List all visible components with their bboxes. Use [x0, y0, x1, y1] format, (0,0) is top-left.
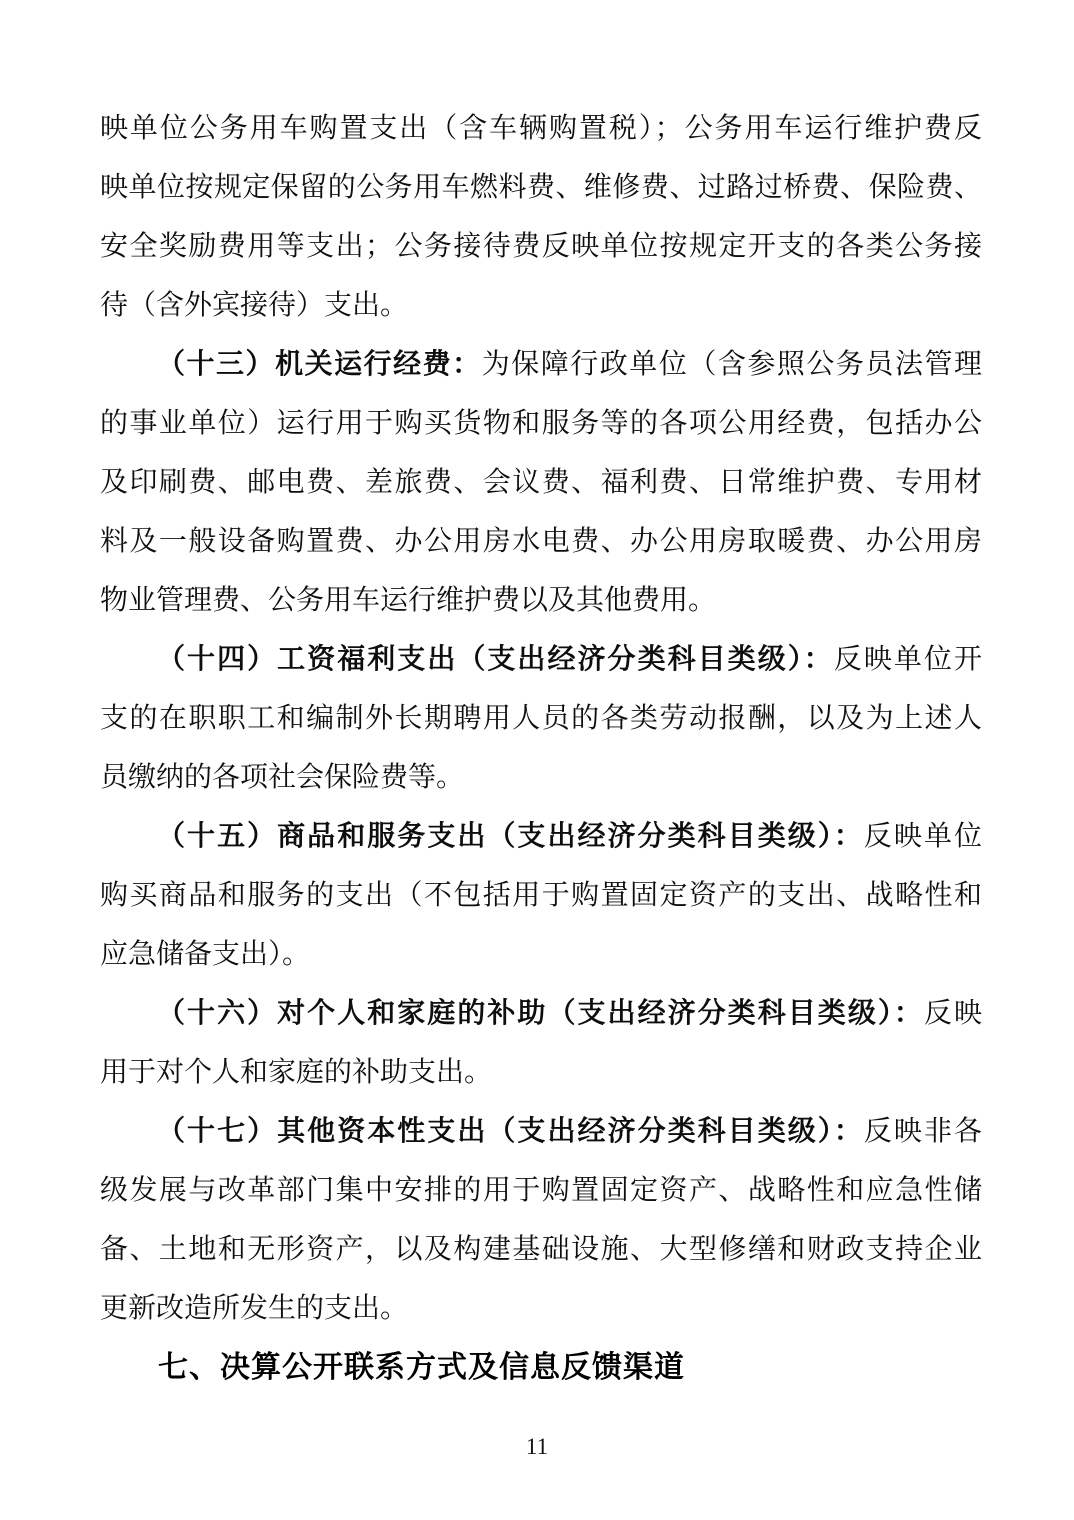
text-run: 的事业单位）运行用于购买货物和服务等的各项公用经费，包括办公 [100, 408, 982, 439]
text-run: 为保障行政单位（含参照公务员法管理 [481, 349, 982, 380]
text-line [100, 866, 982, 925]
text-line [100, 1102, 982, 1161]
paragraph [100, 335, 982, 630]
bold-lead-in: （十七）其他资本性支出（支出经济分类科目类级）： [157, 1116, 864, 1147]
text-line [100, 689, 982, 748]
text-run: 员缴纳的各项社会保险费等。 [100, 762, 465, 793]
text-run: 购买商品和服务的支出（不包括用于购置固定资产的支出、战略性和 [100, 880, 982, 911]
text-line [100, 748, 982, 807]
text-line [100, 925, 982, 984]
bold-lead-in: （十三）机关运行经费： [157, 349, 482, 380]
text-line [100, 217, 982, 276]
bold-lead-in: （十四）工资福利支出（支出经济分类科目类级）： [157, 644, 834, 675]
text-line [100, 1279, 982, 1338]
paragraph [100, 630, 982, 807]
text-line [100, 276, 982, 335]
text-run: 备、土地和无形资产，以及构建基础设施、大型修缮和财政支持企业 [100, 1234, 982, 1265]
text-line [100, 394, 982, 453]
text-line [100, 1043, 982, 1102]
text-line [100, 99, 982, 158]
text-run: 更新改造所发生的支出。 [100, 1293, 409, 1324]
text-line [100, 630, 982, 689]
text-line [100, 453, 982, 512]
text-line [100, 571, 982, 630]
text-line [100, 807, 982, 866]
text-run: 物业管理费、公务用车运行维护费以及其他费用。 [100, 585, 717, 616]
paragraph [100, 1102, 982, 1338]
text-run: 反映非各 [863, 1116, 982, 1147]
text-run: 反映单位 [863, 821, 982, 852]
text-line [100, 1161, 982, 1220]
text-run: 料及一般设备购置费、办公用房水电费、办公用房取暖费、办公用房 [100, 526, 982, 557]
section-heading: 七、决算公开联系方式及信息反馈渠道 [158, 1351, 685, 1384]
page-number: 11 [525, 1434, 549, 1459]
paragraph [100, 99, 982, 335]
bold-lead-in: （十五）商品和服务支出（支出经济分类科目类级）： [157, 821, 864, 852]
paragraphs-container [100, 99, 982, 1338]
text-run: 用于对个人和家庭的补助支出。 [100, 1057, 493, 1088]
text-line [100, 984, 982, 1043]
text-run: 反映 [923, 998, 982, 1029]
text-run: 映单位公务用车购置支出（含车辆购置税）；公务用车运行维护费反 [100, 113, 982, 144]
text-run: 级发展与改革部门集中安排的用于购置固定资产、战略性和应急性储 [100, 1175, 982, 1206]
text-run: 映单位按规定保留的公务用车燃料费、维修费、过路过桥费、保险费、 [100, 172, 982, 203]
text-line [100, 512, 982, 571]
text-run: 应急储备支出）。 [100, 939, 311, 970]
text-run: 支的在职职工和编制外长期聘用人员的各类劳动报酬，以及为上述人 [100, 703, 982, 734]
text-line [100, 335, 982, 394]
text-run: 及印刷费、邮电费、差旅费、会议费、福利费、日常维护费、专用材 [100, 467, 982, 498]
paragraph [100, 807, 982, 984]
text-column [100, 99, 982, 1397]
text-run: 安全奖励费用等支出；公务接待费反映单位按规定开支的各类公务接 [100, 231, 982, 262]
text-line [100, 158, 982, 217]
paragraph [100, 984, 982, 1102]
text-run: 待（含外宾接待）支出。 [100, 290, 409, 321]
bold-lead-in: （十六）对个人和家庭的补助（支出经济分类科目类级）： [157, 998, 924, 1029]
text-run: 反映单位开 [833, 644, 982, 675]
text-line [100, 1220, 982, 1279]
